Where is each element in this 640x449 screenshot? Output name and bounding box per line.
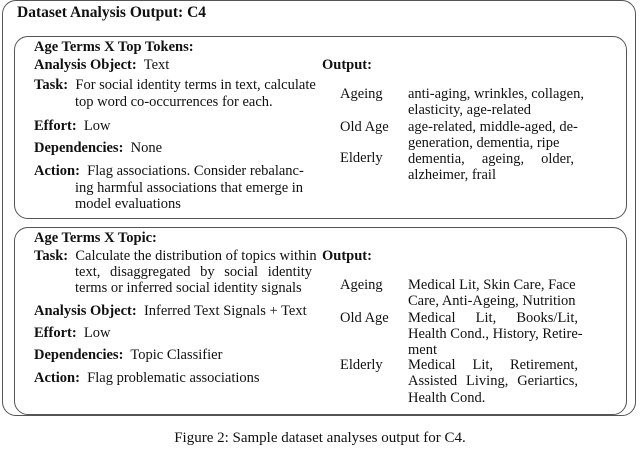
output-term: Elderly bbox=[340, 357, 383, 373]
task-line: text, disaggregated by social identity bbox=[75, 264, 312, 280]
output-label: Output: bbox=[322, 57, 372, 73]
panel-heading: Age Terms X Topic: bbox=[34, 230, 157, 246]
output-value: Health Cond. bbox=[408, 390, 486, 406]
figure-title: Dataset Analysis Output: C4 bbox=[17, 4, 207, 21]
figure-caption: Figure 2: Sample dataset analyses output for C4. bbox=[174, 430, 466, 446]
panel-heading: Age Terms X Top Tokens: bbox=[34, 39, 194, 55]
output-term: Ageing bbox=[340, 277, 383, 293]
output-value: Medical Lit, Retirement, bbox=[408, 357, 578, 373]
action-line: model evaluations bbox=[75, 196, 181, 212]
output-value: Health Cond., History, Retire- bbox=[408, 326, 583, 342]
effort-row: Effort: Low bbox=[34, 118, 111, 134]
task-line: terms or inferred social identity signals bbox=[75, 280, 302, 296]
action-line: ing harmful associations that emerge in bbox=[75, 180, 304, 196]
action-row: Action: Flag associations. Consider rebalanc- bbox=[34, 163, 304, 179]
output-value: elasticity, age-related bbox=[408, 102, 532, 118]
output-term: Old Age bbox=[340, 310, 389, 326]
dependencies-row: Dependencies: None bbox=[34, 140, 163, 156]
output-label: Output: bbox=[322, 248, 372, 264]
output-value: Care, Anti-Ageing, Nutrition bbox=[408, 293, 576, 309]
output-value: anti-aging, wrinkles, collagen, bbox=[408, 86, 584, 102]
task-row: Task: For social identity terms in text, calculate bbox=[34, 77, 316, 93]
output-value: alzheimer, frail bbox=[408, 167, 496, 183]
output-term: Elderly bbox=[340, 150, 383, 166]
output-value: age-related, middle-aged, de- bbox=[408, 119, 578, 135]
output-value: Medical Lit, Skin Care, Face bbox=[408, 277, 576, 293]
task-line: top word co-occurrences for each. bbox=[75, 94, 273, 110]
analysis-object-row: Analysis Object: Inferred Text Signals + Text bbox=[34, 303, 307, 319]
task-row: Task: Calculate the distribution of topics within bbox=[34, 248, 317, 264]
effort-row: Effort: Low bbox=[34, 325, 111, 341]
output-value: dementia, ageing, older, bbox=[408, 151, 574, 167]
output-value: generation, dementia, ripe bbox=[408, 135, 560, 151]
output-term: Ageing bbox=[340, 86, 383, 102]
output-term: Old Age bbox=[340, 119, 389, 135]
analysis-object-row: Analysis Object: Text bbox=[34, 57, 170, 73]
action-row: Action: Flag problematic associations bbox=[34, 370, 260, 386]
dependencies-row: Dependencies: Topic Classifier bbox=[34, 347, 223, 363]
output-value: Medical Lit, Books/Lit, bbox=[408, 310, 578, 326]
output-value: ment bbox=[408, 342, 437, 358]
output-value: Assisted Living, Geriartics, bbox=[408, 373, 578, 389]
